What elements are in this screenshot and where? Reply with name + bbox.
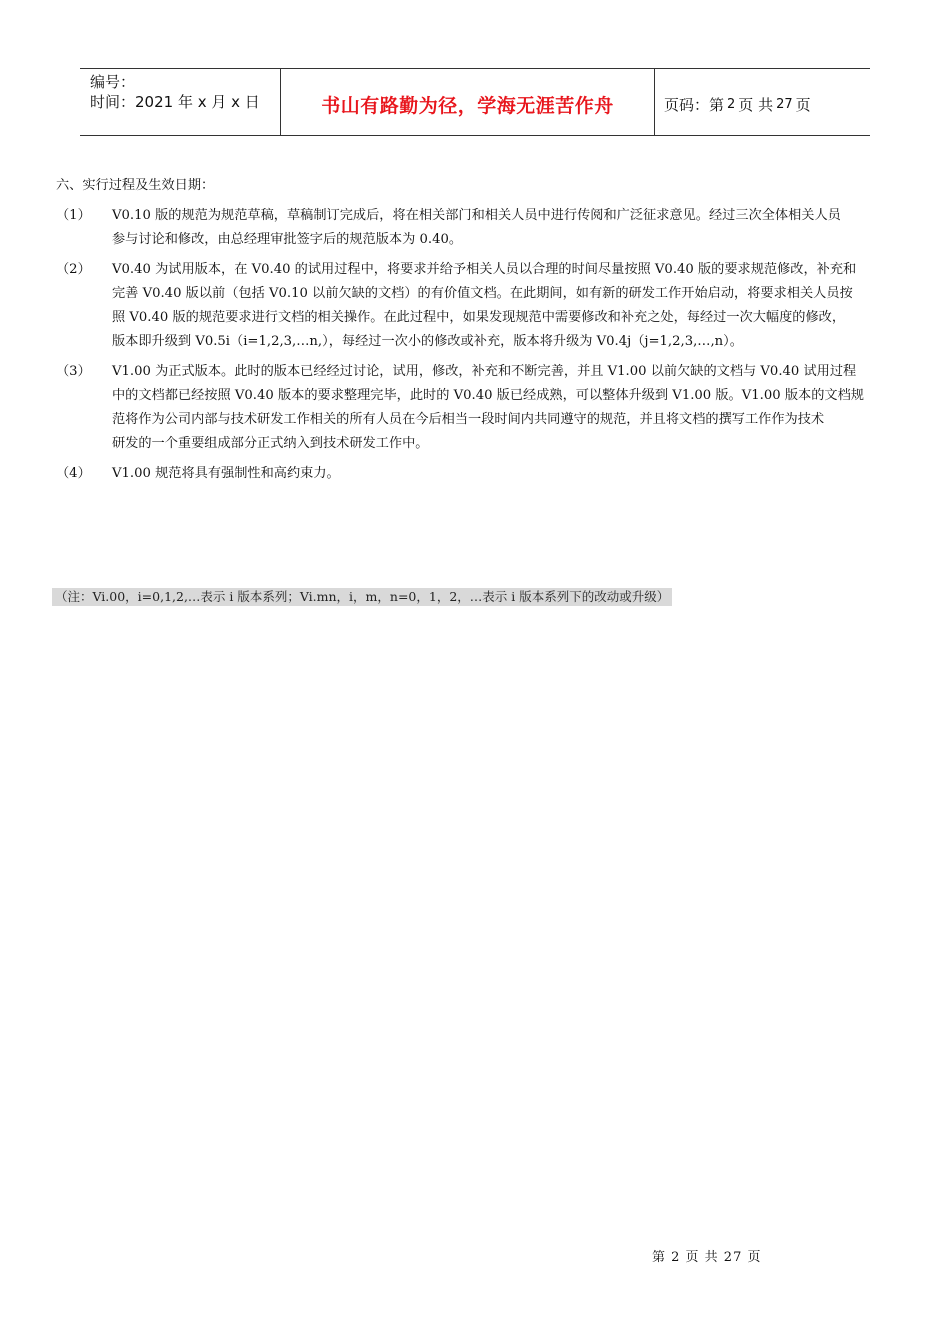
- header-meta: [80, 69, 281, 135]
- item-line: 版本即升级到 V0.5i（i=1,2,3,…n,），每经过一次小的修改或补充，版本将升级为 V0.4j（j=1,2,3,…,n）。: [112, 334, 743, 349]
- item-text: [112, 462, 910, 486]
- item-line: 中的文档都已经按照 V0.40 版本的要求整理完毕，此时的 V0.40 版已经成熟，可以整体升级到 V1.00 版。V1.00 版本的文档规: [112, 388, 864, 403]
- document-code-label: 编号：: [90, 73, 136, 91]
- item-line: 研发的一个重要组成部分正式纳入到技术研发工作中。: [112, 436, 429, 451]
- item-number: （2）: [56, 262, 91, 277]
- item-text: [112, 258, 910, 354]
- list-item: [50, 360, 910, 456]
- page-suffix: 页: [795, 95, 811, 114]
- document-date: 时间：2021 年 x 月 x 日: [90, 93, 260, 111]
- item-number: （4）: [56, 466, 91, 481]
- item-line: V0.10 版的规范为规范草稿，草稿制订完成后，将在相关部门和相关人员中进行传阅和广泛征求意见。经过三次全体相关人员: [112, 208, 841, 223]
- header-motto: 书山有路勤为径，学海无涯苦作舟: [321, 94, 614, 117]
- item-number: （3）: [56, 364, 91, 379]
- item-line: V1.00 为正式版本。此时的版本已经经过讨论，试用，修改，补充和不断完善，并且 V1.00 以前欠缺的文档与 V0.40 试用过程: [112, 364, 857, 379]
- list-item: [50, 204, 910, 252]
- item-line: 参与讨论和修改，由总经理审批签字后的规范版本为 0.40。: [112, 232, 463, 247]
- item-line: 完善 V0.40 版以前（包括 V0.10 以前欠缺的文档）的有价值文档。在此期间，如有新的研发工作开始启动，将要求相关人员按: [112, 286, 853, 301]
- page-mid: 页 共: [738, 95, 774, 114]
- item-line: 照 V0.40 版的规范要求进行文档的相关操作。在此过程中，如果发现规范中需要修改和补充之处，每经过一次大幅度的修改，: [112, 310, 846, 325]
- header-page-number: [655, 69, 870, 135]
- version-note: （注：Vi.00，i=0,1,2,…表示 i 版本系列；Vi.mn，i，m，n=0，1，2，…表示 i 版本系列下的改动或升级）: [52, 588, 672, 606]
- page-total: 27: [776, 96, 793, 112]
- header-motto-cell: [281, 69, 655, 135]
- page-footer: 第 2 页 共 27 页: [652, 1250, 762, 1265]
- list-item: [50, 258, 910, 354]
- item-line: 范将作为公司内部与技术研发工作相关的所有人员在今后相当一段时间内共同遵守的规范，并且将文档的撰写工作作为技术: [112, 412, 825, 427]
- item-text: [112, 360, 910, 456]
- document-body: [50, 174, 910, 492]
- list-item: [50, 462, 910, 486]
- item-line: V0.40 为试用版本，在 V0.40 的试用过程中，将要求并给予相关人员以合理的时间尽量按照 V0.40 版的要求规范修改，补充和: [112, 262, 857, 277]
- item-number: （1）: [56, 208, 91, 223]
- item-text: [112, 204, 910, 252]
- section-title: 六、实行过程及生效日期：: [56, 178, 215, 193]
- item-line: V1.00 规范将具有强制性和高约束力。: [112, 466, 340, 481]
- page-current: 2: [727, 96, 736, 112]
- page-prefix: 页码：第: [664, 95, 725, 114]
- page-header: [80, 68, 870, 136]
